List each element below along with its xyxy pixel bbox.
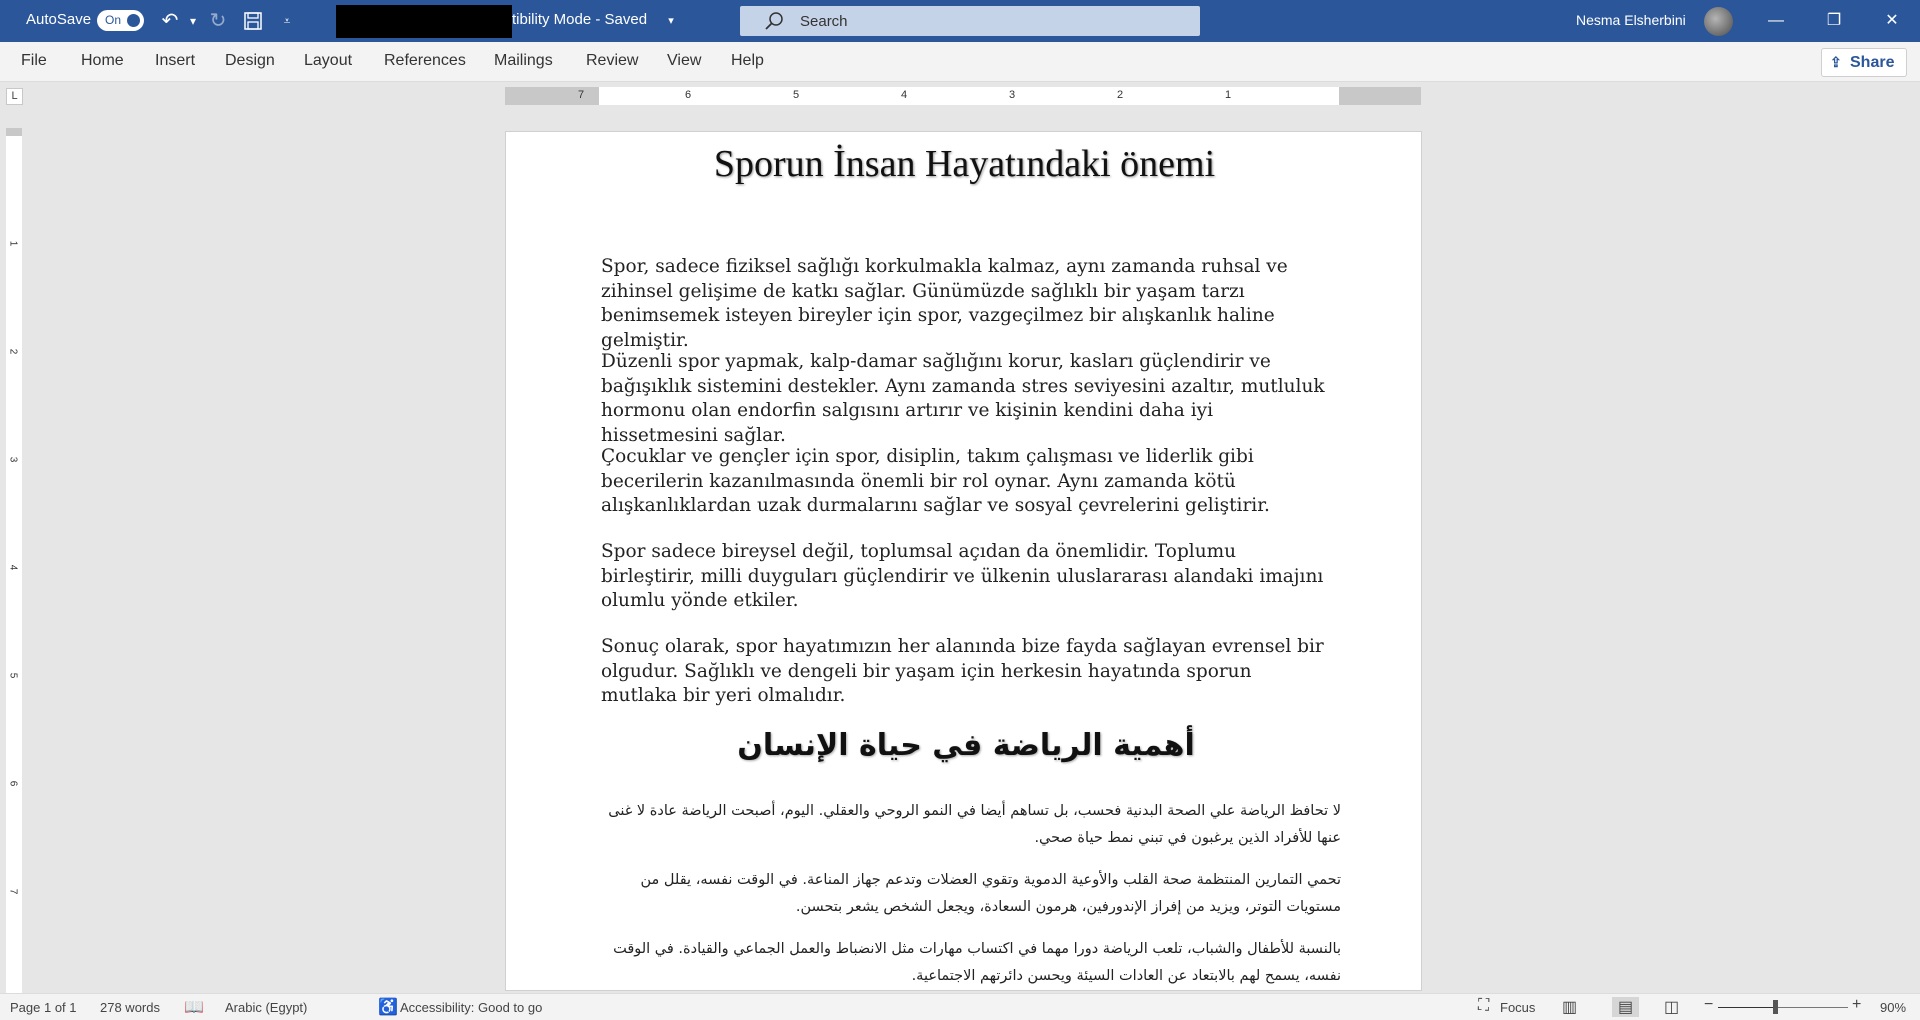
redo-icon[interactable]: ↻ [209,10,227,32]
ruler-number: 5 [7,672,19,679]
tab-file[interactable]: File [21,52,47,69]
zoom-slider[interactable] [1718,1007,1848,1008]
ruler-number: 1 [1225,89,1232,101]
autosave-label: AutoSave [26,11,92,28]
print-layout-icon[interactable]: ▤ [1612,997,1639,1017]
customize-toolbar-icon[interactable]: ⩡ [283,14,291,28]
read-mode-icon[interactable]: ▥ [1562,999,1578,1016]
ruler-margin-right [1339,87,1421,105]
vertical-ruler[interactable] [6,128,22,994]
tab-selector-icon[interactable]: L [6,88,23,105]
web-layout-icon[interactable]: ◫ [1664,999,1680,1016]
zoom-thumb[interactable] [1773,1000,1778,1014]
focus-label[interactable]: Focus [1500,1000,1536,1015]
minimize-icon[interactable]: — [1768,12,1784,29]
toggle-knob [127,14,140,27]
share-button[interactable] [1821,48,1907,77]
paragraph[interactable]: Spor, sadece fiziksel sağlığı korkulmakla kalmaz, aynı zamanda ruhsal ve zihinsel gelişime de katkı sağlar. Günümüzde sağlıklı bir yaşam tarzı benimsemek isteyen bireyler için spor, vazgeçilmez bir alışkanlık haline gelmiştir. [601,256,1288,351]
arabic-paragraph[interactable]: بالنسبة للأطفال والشباب، تلعب الرياضة دورا مهما في اكتساب مهارات مثل الانضباط والعمل الجماعي والقيادة. في الوقت نفسه، يسمح لهم بالابتعاد عن العادات السيئة ويحسن دائرتهم الاجتماعية. [613,941,1341,984]
language[interactable]: Arabic (Egypt) [225,1000,308,1015]
tab-help[interactable]: Help [731,52,764,69]
ruler-number: 7 [7,888,19,895]
tab-home[interactable]: Home [81,52,124,69]
user-name[interactable]: Nesma Elsherbini [1576,12,1686,28]
share-label: Share [1850,54,1895,71]
search-placeholder: Search [800,13,848,30]
undo-icon[interactable]: ↶ [161,10,179,32]
avatar[interactable] [1704,7,1733,36]
ruler-number: 6 [7,780,19,787]
proofing-icon[interactable]: 📖 [184,999,204,1016]
zoom-level[interactable]: 90% [1880,1000,1907,1015]
share-icon: ⇪ [1830,54,1842,70]
ruler-number: 6 [685,89,692,101]
paragraph[interactable]: Spor sadece bireysel değil, toplumsal açıdan da önemlidir. Toplumu birleştirir, milli duyguları güçlendirir ve ülkenin uluslararası alandaki imajını olumlu yönde etkiler. [601,541,1324,611]
tab-layout[interactable]: Layout [304,52,353,69]
tab-references[interactable]: References [384,52,466,69]
save-icon[interactable] [240,8,266,34]
document-title[interactable]: Sporun İnsan Hayatındaki önemi [713,143,1216,185]
tab-design[interactable]: Design [225,52,275,69]
zoom-in-icon[interactable]: + [1852,996,1862,1013]
ruler-number: 3 [7,456,19,463]
word-count[interactable]: 278 words [100,1000,160,1015]
tab-mailings[interactable]: Mailings [494,52,553,69]
ruler-number: 5 [793,89,800,101]
ruler-margin-top [6,128,22,136]
ruler-number: 4 [901,89,908,101]
paragraph[interactable]: Sonuç olarak, spor hayatımızın her alanında bize fayda sağlayan evrensel bir olgudur. Sağlıklı ve dengeli bir yaşam için herkesin hayatında sporun mutlaka bir yeri olmalıdır. [601,636,1324,706]
paragraph[interactable]: Çocuklar ve gençler için spor, disiplin, takım çalışması ve liderlik gibi becerilerin kazanılmasında önemli bir rol oynar. Aynı zamanda kötü alışkanlıklardan uzak durmalarını sağlar ve sosyal çevrelerini geliştirir. [601,446,1270,516]
ruler-number: 4 [7,564,19,571]
paragraph[interactable]: Düzenli spor yapmak, kalp-damar sağlığını korur, kasları güçlendirir ve bağışıklık sistemini destekler. Aynı zamanda stres seviyesini azaltır, mutluluk hormonu olan endorfin salgısını artırır ve kişinin kendini daha iyi hissetmesini sağlar. [601,351,1325,446]
search-icon [764,11,784,36]
restore-icon[interactable]: ❐ [1826,12,1842,29]
focus-icon[interactable]: ⛶ [1478,997,1490,1014]
search-box[interactable] [740,6,1200,36]
document-status: tibility Mode - Saved [512,11,648,28]
zoom-fill [1718,1007,1777,1008]
autosave-toggle[interactable] [97,10,144,31]
autosave-state: On [105,13,122,27]
zoom-out-icon[interactable]: − [1704,996,1714,1013]
arabic-paragraph[interactable]: لا تحافظ الرياضة علي الصحة البدنية فحسب، بل تساهم أيضا في النمو الروحي والعقلي. اليوم، أصبحت الرياضة عادة لا غنى عنها للأفراد الذين يرغبون في تبني نمط حياة صحي. [608,803,1341,846]
accessibility-status[interactable]: Accessibility: Good to go [400,1000,543,1015]
status-bar [0,993,1920,1020]
horizontal-ruler[interactable] [505,87,1421,105]
document-page[interactable] [505,131,1422,991]
ruler-number: 2 [1117,89,1124,101]
title-bar [0,0,1920,42]
ruler-number: 2 [7,348,19,355]
arabic-heading[interactable]: أهمية الرياضة في حياة الإنسان [737,728,1195,763]
undo-dropdown-icon[interactable]: ▾ [189,14,197,28]
close-icon[interactable]: ✕ [1885,12,1899,29]
ruler-number: 1 [7,240,19,247]
tab-insert[interactable]: Insert [155,52,196,69]
ruler-number: 7 [578,89,585,101]
tab-view[interactable]: View [667,52,702,69]
arabic-paragraph[interactable]: تحمي التمارين المنتظمة صحة القلب والأوعية الدموية وتقوي العضلات وتدعم جهاز المناعة. في الوقت نفسه، يقلل من مستويات التوتر، ويزيد من إفراز الإندورفين، هرمون السعادة، ويجعل الشخص يشعر بتحسن. [640,872,1341,915]
page-count[interactable]: Page 1 of 1 [10,1000,77,1015]
ribbon-tabs [0,42,1920,82]
accessibility-icon[interactable]: ♿ [378,999,398,1016]
ruler-number: 3 [1009,89,1016,101]
doc-status-dropdown-icon[interactable]: ▾ [668,15,674,27]
ruler-margin-left [505,87,599,105]
tab-review[interactable]: Review [586,52,639,69]
redacted-filename [336,5,512,38]
